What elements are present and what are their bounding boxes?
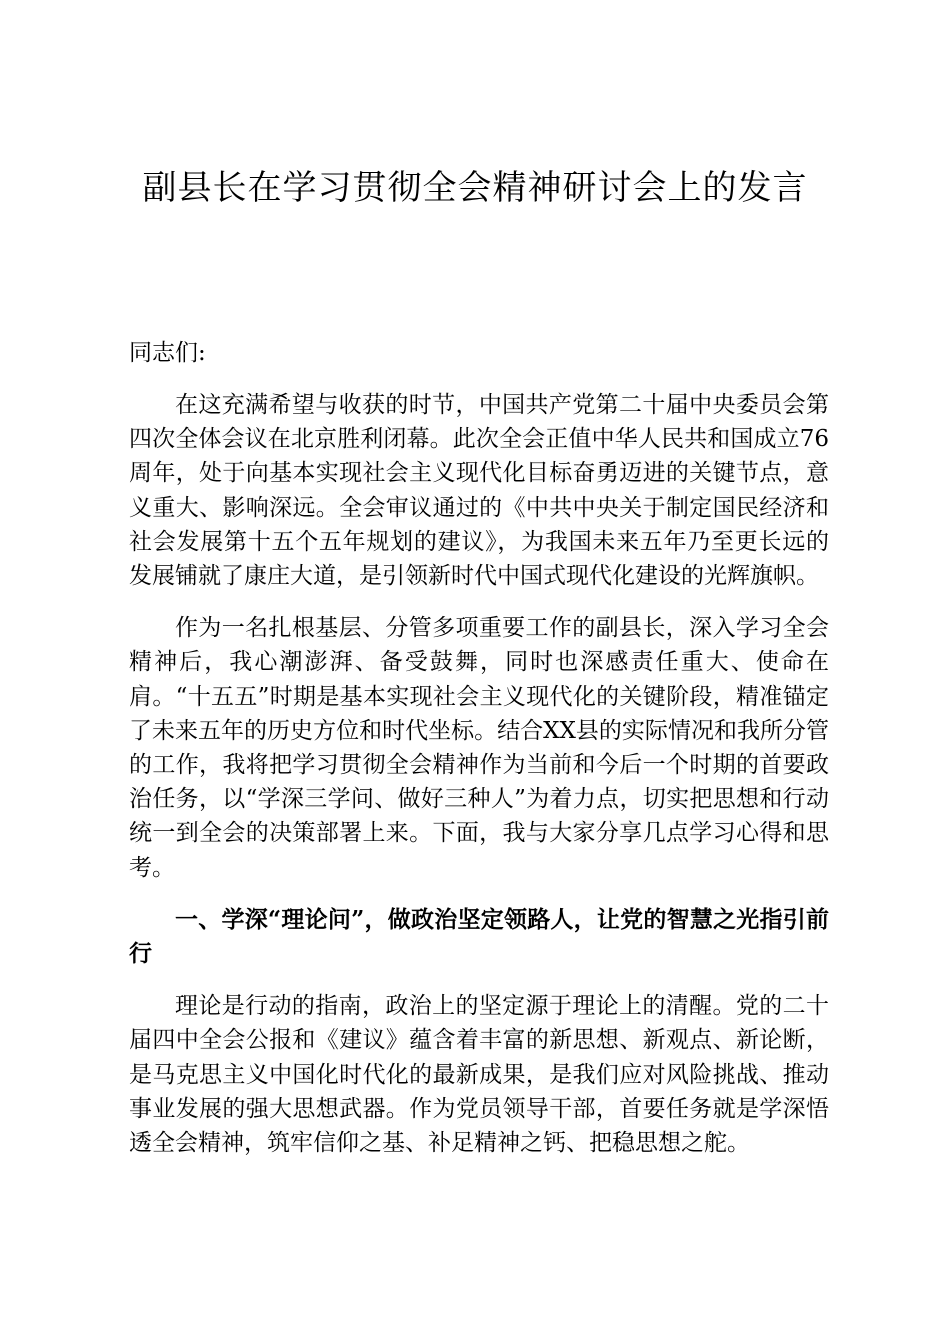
paragraph-intro: 在这充满希望与收获的时节，中国共产党第二十届中央委员会第四次全体会议在北京胜利闭幕。此次全会正值中华人民共和国成立76周年，处于向基本实现社会主义现代化目标奋勇迈进的关键节点，意义重大、影响深远。全会审议通过的《中共中央关于制定国民经济和社会发展第十五个五年规划的建议》，为我国未来五年乃至更长远的发展铺就了康庄大道，是引领新时代中国式现代化建设的光辉旗帜。 (129, 392, 829, 590)
document-body (129, 336, 829, 1178)
section-heading-1: 一、学深“理论问”，做政治坚定领路人，让党的智慧之光指引前行 (129, 905, 829, 968)
paragraph-role: 作为一名扎根基层、分管多项重要工作的副县长，深入学习全会精神后，我心潮澎湃、备受鼓舞，同时也深感责任重大、使命在肩。“十五五”时期是基本实现社会主义现代化的关键阶段，精准锚定了未来五年的历史方位和时代坐标。结合XX县的实际情况和我所分管的工作，我将把学习贯彻全会精神作为当前和今后一个时期的首要政治任务，以“学深三学问、做好三种人”为着力点，切实把思想和行动统一到全会的决策部署上来。下面，我与大家分享几点学习心得和思考。 (129, 615, 829, 881)
document-title: 副县长在学习贯彻全会精神研讨会上的发言 (142, 168, 808, 208)
salutation: 同志们: (129, 340, 206, 366)
paragraph-section-1: 理论是行动的指南，政治上的坚定源于理论上的清醒。党的二十届四中全会公报和《建议》蕴含着丰富的新思想、新观点、新论断，是马克思主义中国化时代化的最新成果，是我们应对风险挑战、推动事业发展的强大思想武器。作为党员领导干部，首要任务就是学深悟透全会精神，筑牢信仰之基、补足精神之钙、把稳思想之舵。 (129, 993, 829, 1157)
